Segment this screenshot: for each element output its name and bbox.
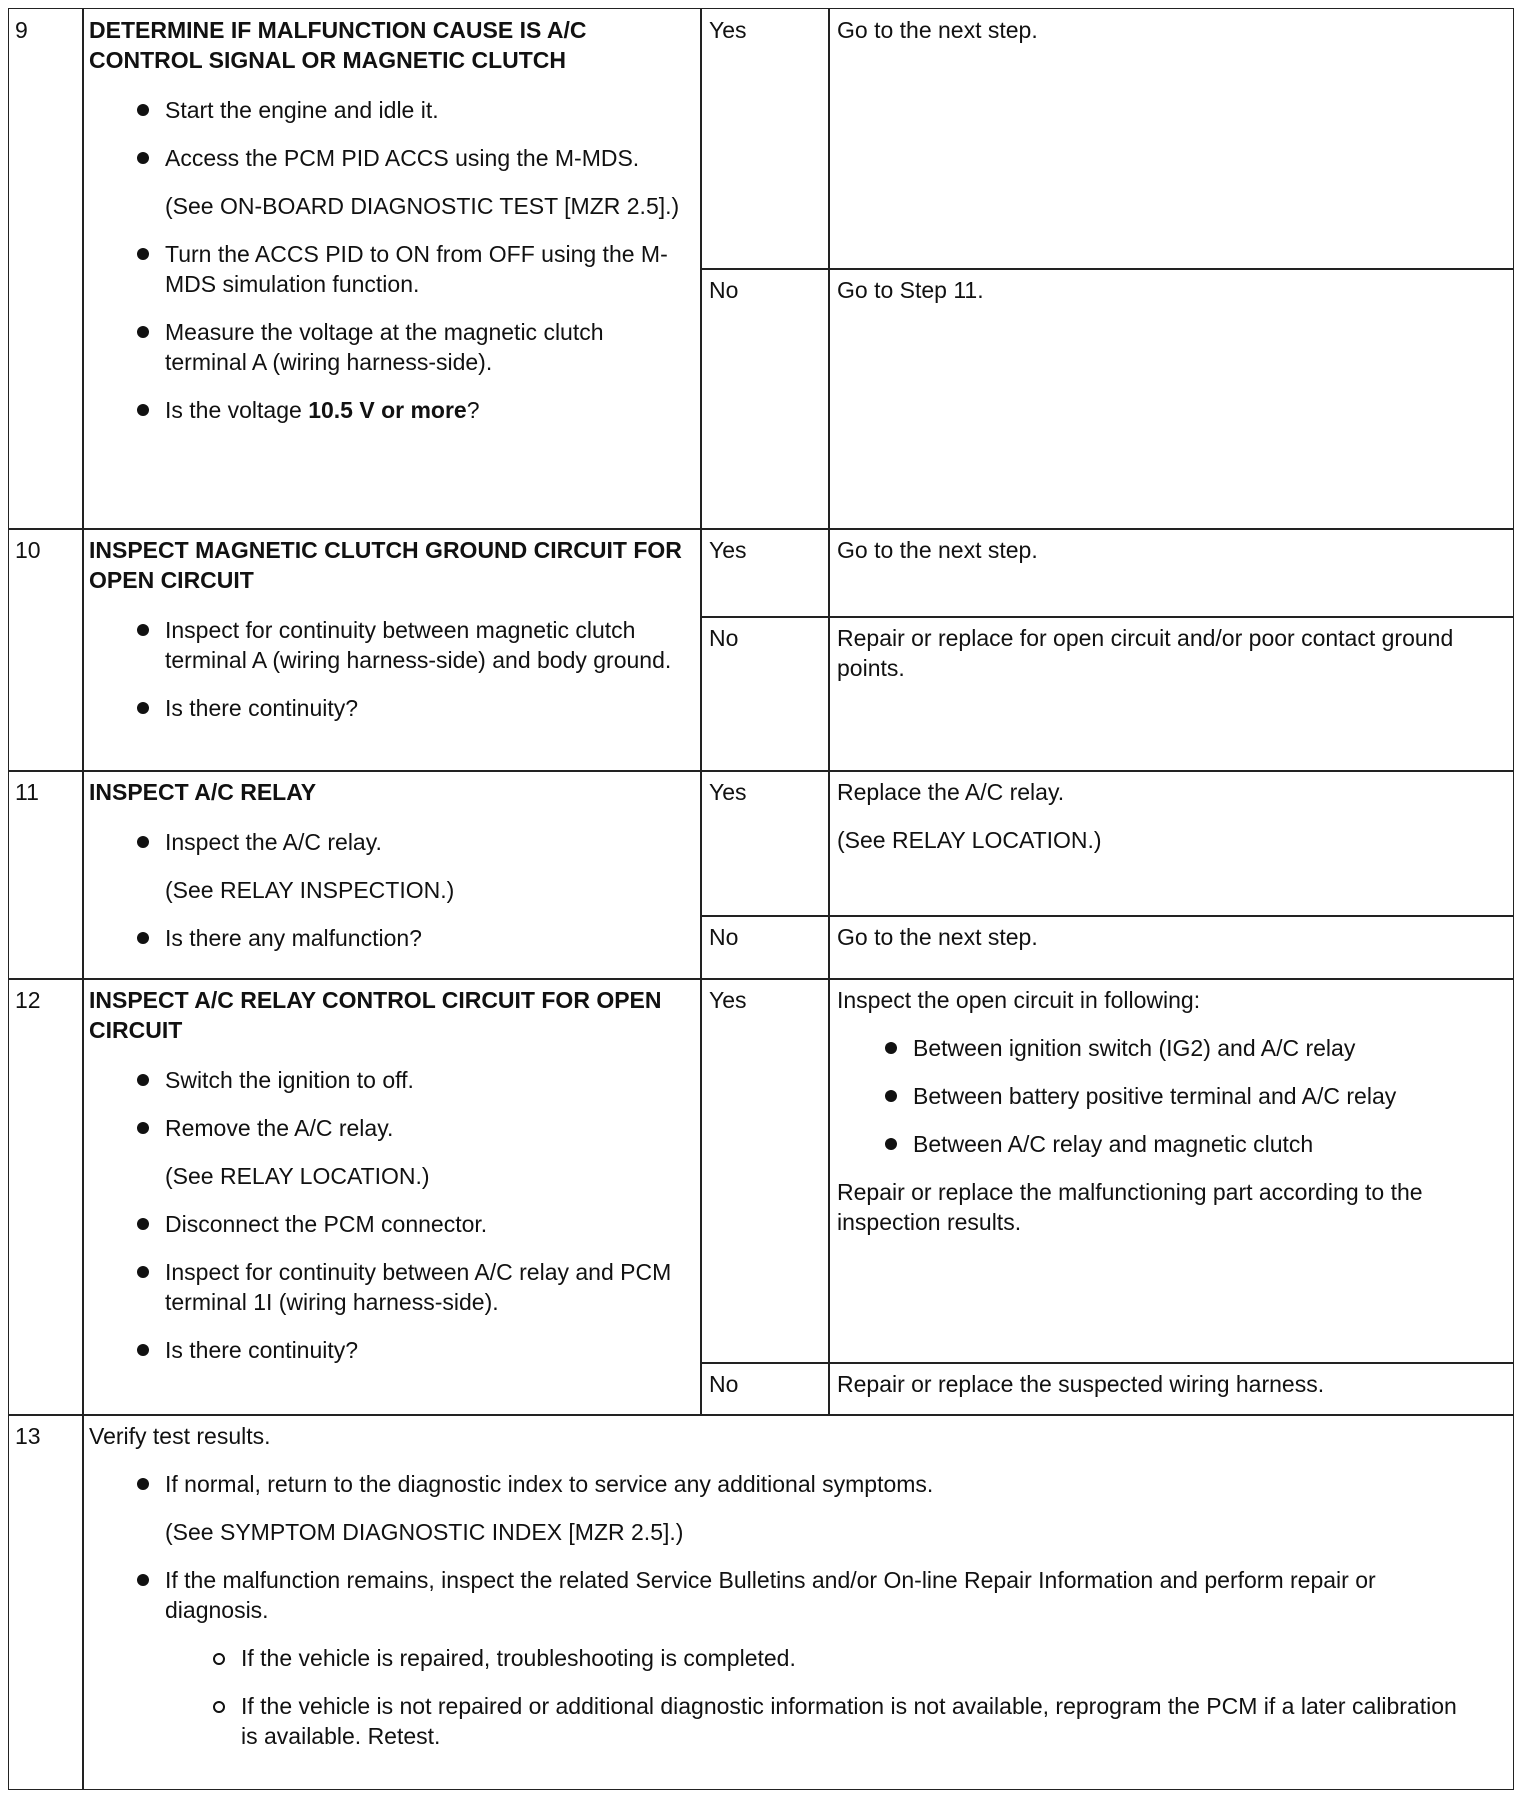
step-title-line: CONTROL SIGNAL OR MAGNETIC CLUTCH <box>89 47 567 73</box>
question-mark: ? <box>466 397 480 423</box>
instruction-bullet <box>89 143 691 221</box>
verification-instructions <box>82 1414 1514 1790</box>
action-yes <box>828 770 1514 917</box>
verification-intro: Verify test results. <box>89 1423 271 1449</box>
step-number <box>8 528 84 772</box>
action-text: Repair or replace the malfunctioning part according to the inspection results. <box>837 1179 1423 1235</box>
step-number <box>8 1414 84 1790</box>
result-label: No <box>709 277 739 303</box>
step-instructions <box>82 8 702 530</box>
instruction-bullet: Measure the voltage at the magnetic clutch terminal A (wiring harness-side). <box>89 317 691 377</box>
circuit-bullet: Between A/C relay and magnetic clutch <box>837 1129 1505 1159</box>
reference-note: (See ON-BOARD DIAGNOSTIC TEST [MZR 2.5].) <box>165 193 680 219</box>
step-title: INSPECT A/C RELAY <box>89 779 317 805</box>
instruction-bullet: Start the engine and idle it. <box>89 95 691 125</box>
circuit-bullet: Between ignition switch (IG2) and A/C relay <box>837 1033 1505 1063</box>
reference-note: (See SYMPTOM DIAGNOSTIC INDEX [MZR 2.5].) <box>165 1519 684 1545</box>
step-row-11 <box>8 770 1514 980</box>
instruction-bullet <box>89 1113 691 1191</box>
sub-bullet: If the vehicle is repaired, troubleshooting is completed. <box>165 1643 1473 1673</box>
result-yes <box>700 528 830 618</box>
result-label: No <box>709 1371 739 1397</box>
result-yes <box>700 978 830 1364</box>
step-number-text: 9 <box>15 17 28 43</box>
action-no <box>828 616 1514 772</box>
step-title: INSPECT MAGNETIC CLUTCH GROUND CIRCUIT FOR OPEN CIRCUIT <box>89 537 682 593</box>
instruction-bullet: Switch the ignition to off. <box>89 1065 691 1095</box>
action-text: Go to Step 11. <box>837 277 984 303</box>
step-instructions <box>82 770 702 980</box>
result-label: No <box>709 625 739 651</box>
step-number-text: 12 <box>15 987 41 1013</box>
question-bullet: Is there continuity? <box>89 1335 691 1365</box>
instruction-text: If the malfunction remains, inspect the related Service Bulletins and/or On-line Repair Information and perform repair or diagnosis. <box>165 1567 1376 1623</box>
reference-note: (See RELAY LOCATION.) <box>165 1163 430 1189</box>
action-no <box>828 268 1514 530</box>
action-no <box>828 1362 1514 1416</box>
action-yes <box>828 8 1514 270</box>
result-no <box>700 1362 830 1416</box>
result-label: No <box>709 924 739 950</box>
instruction-bullet: Inspect for continuity between magnetic clutch terminal A (wiring harness-side) and body ground. <box>89 615 691 675</box>
step-row-13 <box>8 1414 1514 1790</box>
circuit-bullet: Between battery positive terminal and A/C relay <box>837 1081 1505 1111</box>
instruction-text: Inspect the A/C relay. <box>165 829 382 855</box>
step-title: INSPECT A/C RELAY CONTROL CIRCUIT FOR OPEN CIRCUIT <box>89 987 662 1043</box>
instruction-bullet <box>89 827 691 905</box>
step-instructions <box>82 528 702 772</box>
step-row-10 <box>8 528 1514 772</box>
action-yes <box>828 528 1514 618</box>
step-title-line: DETERMINE IF MALFUNCTION CAUSE IS A/C <box>89 17 587 43</box>
step-row-12 <box>8 978 1514 1416</box>
instruction-text: Remove the A/C relay. <box>165 1115 394 1141</box>
result-no <box>700 616 830 772</box>
action-yes <box>828 978 1514 1364</box>
step-title <box>89 15 691 75</box>
action-text: Repair or replace for open circuit and/or poor contact ground points. <box>837 625 1454 681</box>
result-label: Yes <box>709 17 747 43</box>
step-row-9 <box>8 8 1514 530</box>
question-text: Is the voltage <box>165 397 309 423</box>
result-yes <box>700 8 830 270</box>
action-text: Inspect the open circuit in following: <box>837 987 1201 1013</box>
diagnostic-procedure-table <box>8 8 1514 1790</box>
result-yes <box>700 770 830 917</box>
verification-bullet <box>89 1469 1473 1547</box>
result-label: Yes <box>709 779 747 805</box>
question-threshold: 10.5 V or more <box>308 397 467 423</box>
step-number-text: 10 <box>15 537 41 563</box>
step-number-text: 11 <box>15 779 39 805</box>
action-text: Replace the A/C relay. <box>837 779 1065 805</box>
action-text: Go to the next step. <box>837 537 1038 563</box>
result-label: Yes <box>709 987 747 1013</box>
sub-bullet: If the vehicle is not repaired or additional diagnostic information is not available, reprogram the PCM if a later calibration is available. Retest. <box>165 1691 1473 1751</box>
instruction-bullet: Turn the ACCS PID to ON from OFF using the M-MDS simulation function. <box>89 239 691 299</box>
reference-note: (See RELAY LOCATION.) <box>837 827 1102 853</box>
question-bullet <box>89 395 691 425</box>
step-number <box>8 978 84 1416</box>
action-no <box>828 915 1514 980</box>
step-number <box>8 770 84 980</box>
action-text: Go to the next step. <box>837 924 1038 950</box>
action-text: Repair or replace the suspected wiring harness. <box>837 1371 1325 1397</box>
result-no <box>700 268 830 530</box>
instruction-text: If normal, return to the diagnostic index to service any additional symptoms. <box>165 1471 934 1497</box>
step-number <box>8 8 84 530</box>
result-no <box>700 915 830 980</box>
step-instructions <box>82 978 702 1416</box>
instruction-bullet: Disconnect the PCM connector. <box>89 1209 691 1239</box>
reference-note: (See RELAY INSPECTION.) <box>165 877 455 903</box>
instruction-text: Access the PCM PID ACCS using the M-MDS. <box>165 145 640 171</box>
verification-bullet <box>89 1565 1473 1751</box>
step-number-text: 13 <box>15 1423 41 1449</box>
question-bullet: Is there any malfunction? <box>89 923 691 953</box>
result-label: Yes <box>709 537 747 563</box>
action-text: Go to the next step. <box>837 17 1038 43</box>
instruction-bullet: Inspect for continuity between A/C relay and PCM terminal 1I (wiring harness-side). <box>89 1257 691 1317</box>
question-bullet: Is there continuity? <box>89 693 691 723</box>
